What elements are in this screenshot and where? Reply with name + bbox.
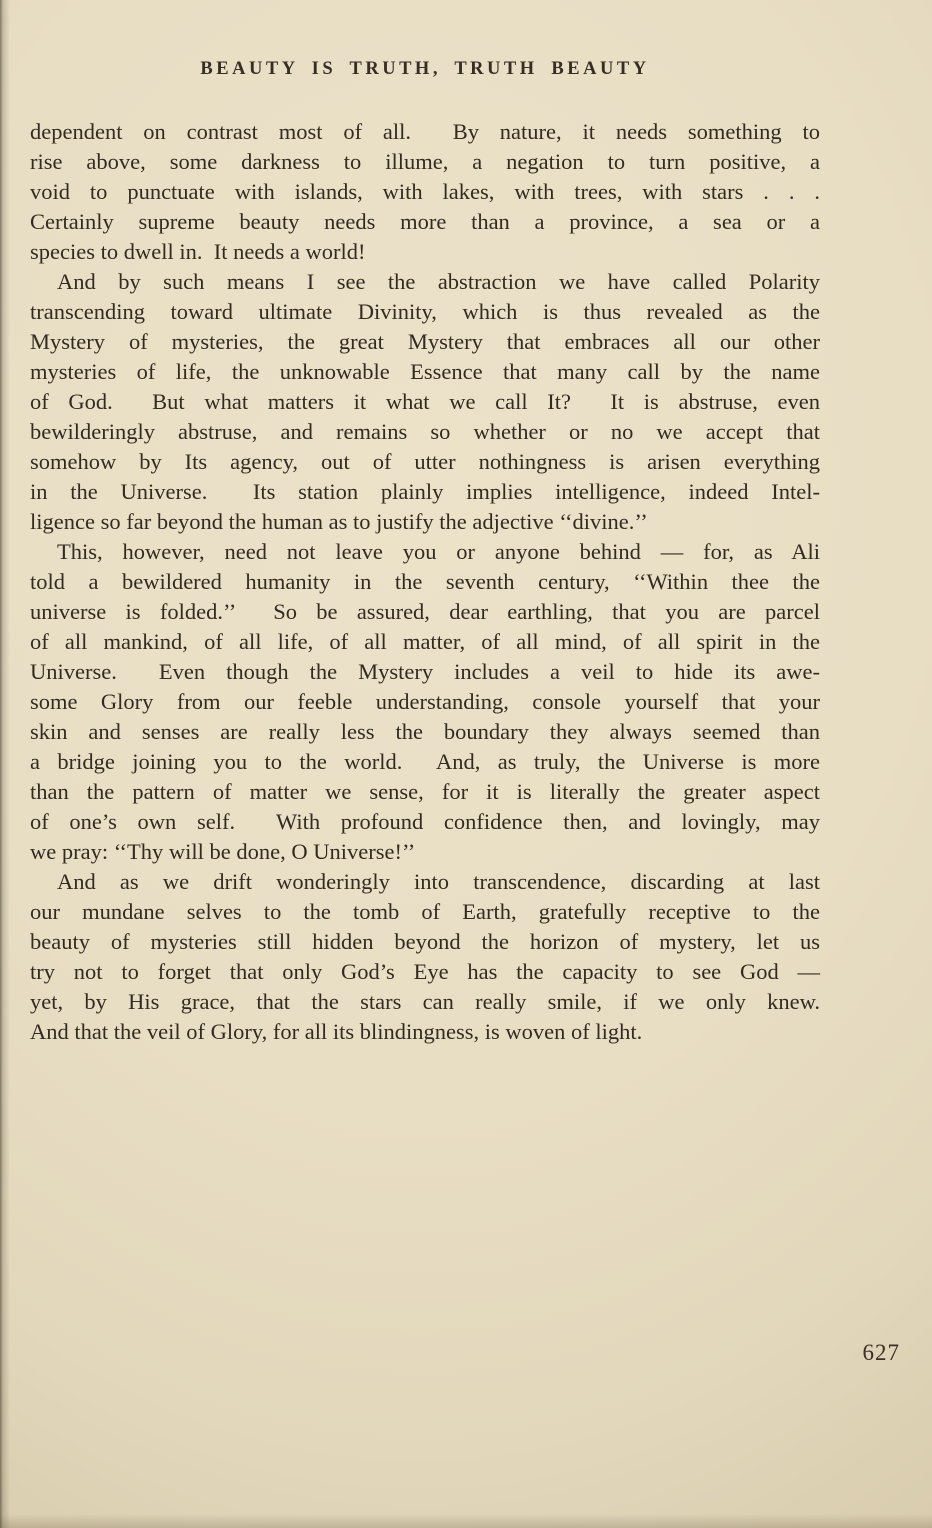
text-line-p3-l4: of all mankind, of all life, of all matter, of all mind, of all spirit in the: [30, 629, 820, 654]
text-line-p2-l9: ligence so far beyond the human as to justify the adjective ‘‘divine.’’: [30, 509, 648, 534]
text-line-p3-l10: of one’s own self. With profound confidence then, and lovingly, may: [30, 809, 820, 834]
text-line-p3-l8: a bridge joining you to the world. And, as truly, the Universe is more: [30, 749, 820, 774]
body-text: [30, 117, 820, 1047]
text-line-p4-l1: And as we drift wonderingly into transcendence, discarding at last: [57, 869, 820, 894]
text-line-p3-l2: told a bewildered humanity in the seventh century, ‘‘Within thee the: [30, 569, 820, 594]
text-line-p2-l4: mysteries of life, the unknowable Essence that many call by the name: [30, 359, 820, 384]
text-line-p4-l2: our mundane selves to the tomb of Earth, gratefully receptive to the: [30, 899, 820, 924]
text-line-p1-l2: rise above, some darkness to illume, a negation to turn positive, a: [30, 149, 820, 174]
page-left-edge-shadow: [0, 0, 10, 1528]
text-line-p2-l8: in the Universe. Its station plainly implies intelligence, indeed Intel-: [30, 479, 820, 504]
text-line-p3-l9: than the pattern of matter we sense, for it is literally the greater aspect: [30, 779, 820, 804]
text-line-p2-l3: Mystery of mysteries, the great Mystery that embraces all our other: [30, 329, 820, 354]
page-bottom-edge-shadow: [0, 1514, 932, 1528]
text-line-p1-l4: Certainly supreme beauty needs more than a province, a sea or a: [30, 209, 820, 234]
running-header: BEAUTY IS TRUTH, TRUTH BEAUTY: [200, 59, 650, 79]
text-line-p3-l11: we pray: ‘‘Thy will be done, O Universe!’’: [30, 839, 416, 864]
text-line-p1-l1: dependent on contrast most of all. By nature, it needs something to: [30, 119, 820, 144]
text-line-p2-l2: transcending toward ultimate Divinity, which is thus revealed as the: [30, 299, 820, 324]
text-line-p3-l1: This, however, need not leave you or anyone behind — for, as Ali: [57, 539, 820, 564]
text-line-p3-l5: Universe. Even though the Mystery includes a veil to hide its awe-: [30, 659, 820, 684]
page-number: 627: [862, 1340, 900, 1365]
text-line-p2-l7: somehow by Its agency, out of utter nothingness is arisen everything: [30, 449, 820, 474]
text-line-p1-l3: void to punctuate with islands, with lakes, with trees, with stars . . .: [30, 179, 820, 204]
text-line-p3-l7: skin and senses are really less the boundary they always seemed than: [30, 719, 820, 744]
text-line-p4-l3: beauty of mysteries still hidden beyond the horizon of mystery, let us: [30, 929, 820, 954]
text-line-p2-l6: bewilderingly abstruse, and remains so whether or no we accept that: [30, 419, 820, 444]
text-line-p4-l6: And that the veil of Glory, for all its blindingness, is woven of light.: [30, 1019, 643, 1044]
text-line-p4-l5: yet, by His grace, that the stars can really smile, if we only knew.: [30, 989, 820, 1014]
text-line-p3-l6: some Glory from our feeble understanding, console yourself that your: [30, 689, 820, 714]
text-line-p4-l4: try not to forget that only God’s Eye has the capacity to see God —: [30, 959, 820, 984]
text-line-p3-l3: universe is folded.’’ So be assured, dear earthling, that you are parcel: [30, 599, 820, 624]
text-line-p2-l1: And by such means I see the abstraction we have called Polarity: [57, 269, 820, 294]
text-line-p2-l5: of God. But what matters it what we call It? It is abstruse, even: [30, 389, 820, 414]
text-line-p1-l5: species to dwell in. It needs a world!: [30, 239, 366, 264]
